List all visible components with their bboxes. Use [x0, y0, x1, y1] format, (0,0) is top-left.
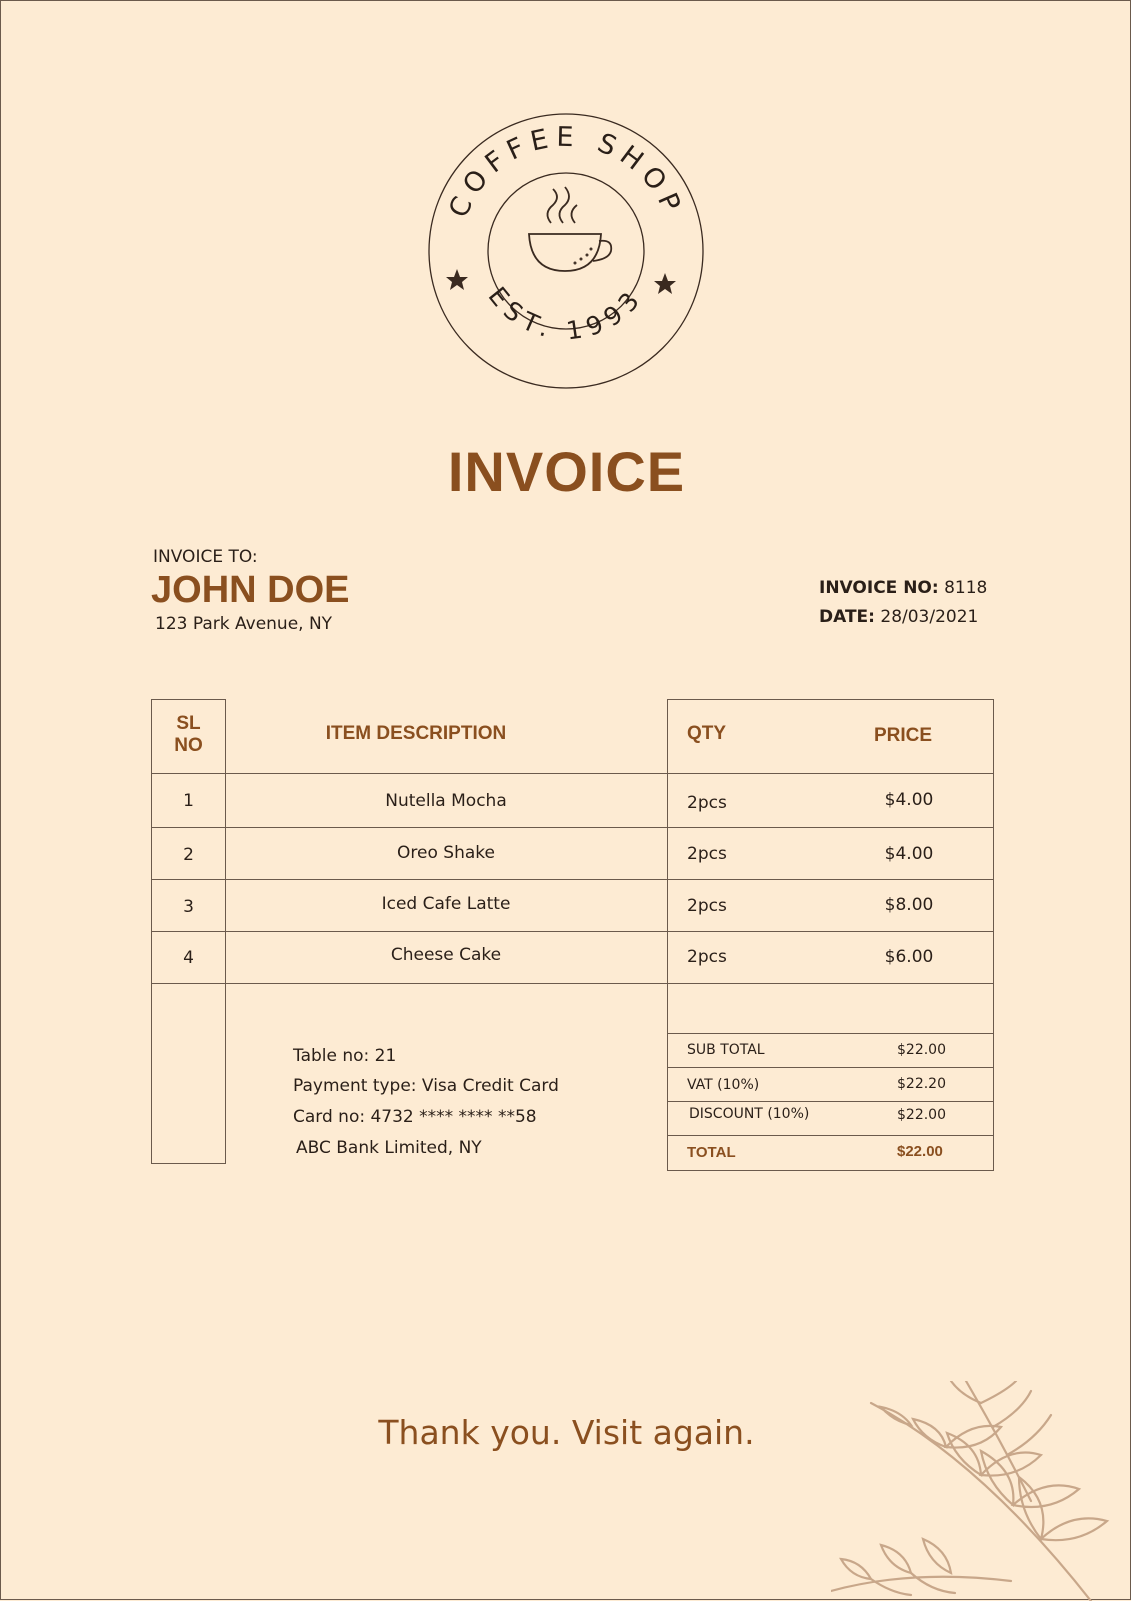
logo-bottom-text: EST. 1993	[482, 281, 650, 346]
row-sl: 2	[183, 845, 194, 865]
row-price: $6.00	[884, 947, 934, 967]
customer-name: JOHN DOE	[151, 569, 350, 611]
header-sl-line2: NO	[174, 735, 203, 756]
discount-value: $22.00	[897, 1107, 946, 1123]
coffee-cup-icon	[529, 187, 611, 271]
header-sl-line1: SL	[176, 713, 201, 734]
row-qty: 2pcs	[687, 947, 727, 967]
invoice-date-value: 28/03/2021	[880, 607, 979, 627]
invoice-date-label: DATE:	[819, 607, 875, 627]
row-sl: 1	[183, 791, 194, 811]
row-description: Oreo Shake	[397, 843, 495, 863]
header-sl-no	[151, 713, 226, 757]
invoice-number	[819, 578, 987, 598]
row-description: Iced Cafe Latte	[381, 894, 511, 914]
row-description: Cheese Cake	[390, 945, 502, 965]
row-price: $4.00	[884, 790, 934, 810]
bank-name: ABC Bank Limited, NY	[296, 1138, 482, 1158]
header-qty: QTY	[687, 723, 727, 744]
invoice-date	[819, 607, 978, 627]
card-number: Card no: 4732 **** **** **58	[293, 1107, 537, 1127]
row-sl: 4	[183, 948, 194, 968]
total-value: $22.00	[897, 1143, 943, 1160]
row-qty: 2pcs	[687, 793, 727, 813]
logo-top-text: COFFEE SHOP	[443, 121, 689, 223]
row-qty: 2pcs	[687, 844, 727, 864]
row-price: $4.00	[884, 844, 934, 864]
row-qty: 2pcs	[687, 896, 727, 916]
payment-type: Payment type: Visa Credit Card	[293, 1076, 559, 1096]
discount-label: DISCOUNT (10%)	[689, 1106, 810, 1122]
customer-address: 123 Park Avenue, NY	[155, 614, 333, 634]
svg-text:EST. 1993	[483, 281, 650, 345]
svg-text:COFFEE SHOP	[443, 122, 689, 222]
vat-label: VAT (10%)	[687, 1077, 760, 1093]
header-item-description: ITEM DESCRIPTION	[325, 723, 507, 744]
row-description: Nutella Mocha	[385, 791, 507, 811]
coffee-shop-logo	[421, 111, 711, 391]
invoice-title: INVOICE	[447, 440, 686, 503]
subtotal-value: $22.00	[897, 1042, 946, 1058]
row-price: $8.00	[884, 895, 934, 915]
invoice-number-value: 8118	[944, 578, 988, 598]
table-number: Table no: 21	[293, 1046, 397, 1066]
invoice-number-label: INVOICE NO:	[819, 578, 939, 598]
invoice-to-label: INVOICE TO:	[153, 547, 258, 567]
subtotal-label: SUB TOTAL	[687, 1042, 765, 1058]
row-sl: 3	[183, 897, 194, 917]
thank-you-message: Thank you. Visit again.	[378, 1413, 755, 1452]
leaf-decoration-icon	[831, 1381, 1131, 1601]
total-label: TOTAL	[687, 1144, 736, 1161]
header-price: PRICE	[873, 725, 933, 746]
vat-value: $22.20	[897, 1076, 946, 1092]
